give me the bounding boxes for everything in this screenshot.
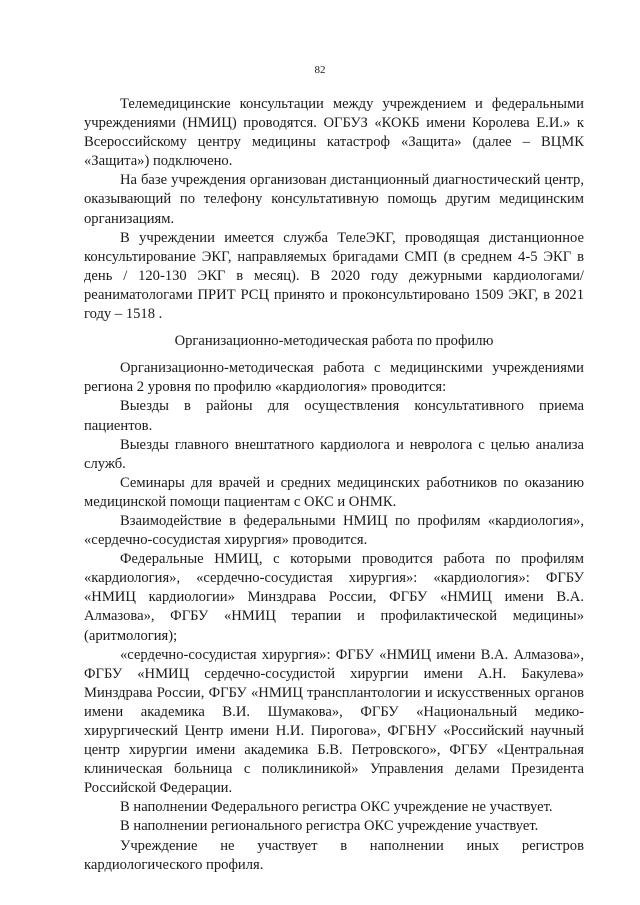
- paragraph-regional-registry: В наполнении регионального регистра ОКС учреждение участвует.: [120, 818, 539, 835]
- paragraph-tele-ecg: В учреждении имеется служба ТелеЭКГ, проводящая дистанционное консультирование ЭКГ, направляемых бригадами СМП (в среднем 4-5 ЭКГ в день / 120-130 ЭКГ в месяц). В 2020 году дежурными кардиологами/реаниматологами ПРИТ РСЦ принято и проконсультировано 1509 ЭКГ, в 2021 году – 1518 .: [84, 229, 584, 323]
- paragraph-nmic-interaction: Взаимодействие в федеральными НМИЦ по профилям «кардиология», «сердечно-сосудистая хирургия» проводится.: [84, 512, 584, 549]
- paragraph-org-method-work: Организационно-методическая работа с медицинскими учреждениями региона 2 уровня по профилю «кардиология» проводится:: [84, 360, 584, 396]
- paragraph-district-visits: Выезды в районы для осуществления консультативного приема пациентов.: [84, 398, 584, 434]
- page-number: 82: [314, 64, 326, 76]
- paragraph-federal-nmic-cardiology: Федеральные НМИЦ, с которыми проводится работа по профилям «кардиология», «сердечно-сосудистая хирургия»: «кардиология»: ФГБУ «НМИЦ кардиологии» Минздрава России, ФГБУ «НМИЦ имени В.А. Алмазова», ФГБУ «НМИЦ терапии и профилактической медицины» (аритмология);: [84, 551, 584, 644]
- paragraph-other-registries: Учреждение не участвует в наполнении иных регистров кардиологического профиля.: [84, 837, 584, 873]
- paragraph-federal-nmic-surgery: «сердечно-сосудистая хирургия»: ФГБУ «НМИЦ имени В.А. Алмазова», ФГБУ «НМИЦ сердечно-сосудистой хирургии имени А.Н. Бакулева» Минздрава России, ФГБУ «НМИЦ трансплантологии и искусственных органов имени академика В.И. Шумакова», ФГБУ «Национальный медико-хирургический Центр имени Н.И. Пирогова», ФГБНУ «Российский научный центр хирургии имени академика Б.В. Петровского», ФГБУ «Центральная клиническая больница с поликлиникой» Управления делами Президента Российской Федерации.: [84, 646, 584, 797]
- paragraph-telemedicine: Телемедицинские консультации между учреждением и федеральными учреждениями (НМИЦ) проводятся. ОГБУЗ «КОКБ имени Королева Е.И.» к Всероссийскому центру медицины катастроф «Защита» (далее – ВЦМК «Защита») подключено.: [84, 96, 584, 170]
- paragraph-chief-specialist-visits: Выезды главного внештатного кардиолога и невролога с целью анализа служб.: [84, 436, 584, 472]
- document-body: [84, 95, 584, 875]
- section-heading: Организационно-методическая работа по профилю: [174, 333, 494, 350]
- paragraph-federal-registry: В наполнении Федерального регистра ОКС учреждение не участвует.: [120, 799, 553, 816]
- paragraph-seminars: Семинары для врачей и средних медицинских работников по оказанию медицинской помощи пациентам с ОКС и ОНМК.: [84, 474, 584, 510]
- paragraph-remote-diagnostic-center: На базе учреждения организован дистанционный диагностический центр, оказывающий по телефону консультативную помощь другим медицинским организациям.: [84, 172, 584, 227]
